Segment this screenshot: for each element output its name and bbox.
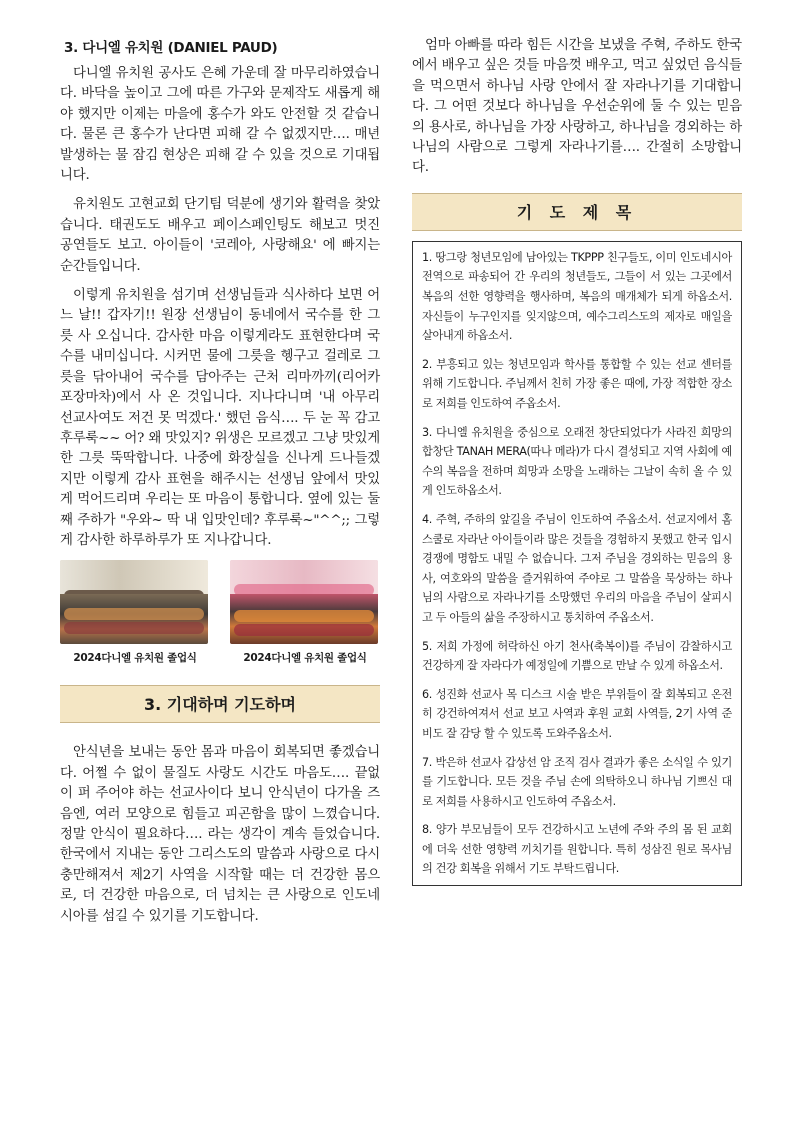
prayer-item-3: 3. 다니엘 유치원을 중심으로 오래전 창단되었다가 사라진 희망의 합창단 TANAH MERA(따나 메라)가 다시 결성되고 지역 사회에 예수의 복음을 전하며 희망과 소망을 노래하는 그날이 속히 올 수 있게 인도하옵소서.	[422, 425, 732, 498]
prayer-item-2: 2. 부흥되고 있는 청년모임과 학사를 통합할 수 있는 선교 센터를 위해 기도합니다. 주님께서 친히 가장 좋은 때에, 가장 적합한 장소로 저희를 인도하여 주옵소서.	[422, 357, 732, 410]
right-column	[412, 36, 742, 886]
graduation-photo-2-caption: 2024다니엘 유치원 졸업식	[243, 652, 367, 665]
kindergarten-paragraph-2: 유치원도 고현교회 단기팀 덕분에 생기와 활력을 찾았습니다. 태권도도 배우고 페이스페인팅도 해보고 멋진 공연들도 보고. 아이들이 '코레아, 사랑해요' 에 빠지는 순간들입니다.	[60, 197, 380, 274]
prayer-list-box	[412, 241, 742, 886]
prayer-item-6: 6. 성진화 선교사 목 디스크 시술 받은 부위들이 잘 회복되고 온전히 강건하여져서 선교 보고 사역과 후원 교회 사역들, 2기 사역 준비도 잘 감당 할 수 있도록 도와주옵소서.	[422, 687, 732, 740]
expectation-paragraph-1: 안식년을 보내는 동안 몸과 마음이 회복되면 좋겠습니다. 어쩔 수 없이 물질도 사랑도 시간도 마음도…. 끝없이 퍼 주어야 하는 선교사이다 보니 안식년이 다가올 즈음엔, 여러 모양으로 힘들고 피곤함을 많이 느꼈습니다. 정말 안식이 필요하다…. 라는 생각이 계속 들었습니다. 한국에서 지내는 동안 그리스도의 말씀과 사랑으로 다시 충만해져서 제2기 사역을 시작할 때는 더 건강한 몸으로, 더 건강한 마음으로, 더 넘치는 큰 사랑으로 인도네시아를 섬길 수 있기를 기도합니다.	[60, 745, 380, 924]
kindergarten-paragraph-1: 다니엘 유치원 공사도 은혜 가운데 잘 마무리하였습니다. 바닥을 높이고 그에 따른 가구와 문제작도 새롭게 해야 했지만 이제는 마을에 홍수가 와도 안전할 것 같습니다. 물론 큰 홍수가 난다면 피해 갈 수 없겠지만…. 매년 발생하는 물 잠김 현상은 피해 갈 수 있을 것으로 기대됩니다.	[60, 66, 380, 184]
prayer-item-8: 8. 양가 부모님들이 모두 건강하시고 노년에 주와 주의 몸 된 교회에 더욱 선한 영향력 끼치기를 원합니다. 특히 성삼진 원로 목사님의 건강 회복을 위해서 기도 부탁드립니다.	[422, 823, 732, 876]
left-column	[60, 36, 380, 936]
graduation-photo-1	[60, 560, 208, 644]
prayer-item-1: 1. 땅그랑 청년모임에 남아있는 TKPPP 친구들도, 이미 인도네시아 전역으로 파송되어 간 우리의 청년들도, 그들이 서 있는 그곳에서 복음의 선한 영향력을 행사하며, 복음의 매개체가 되게 하옵소서. 자신들이 누구인지를 잊지않으며, 예수그리스도의 제자로 매일을 살아내게 하옵소서.	[422, 250, 732, 343]
prayer-section-banner: 기 도 제 목	[412, 193, 742, 231]
graduation-photos	[60, 560, 380, 665]
prayer-item-7: 7. 박은하 선교사 갑상선 암 조직 검사 결과가 좋은 소식일 수 있기를 기도합니다. 모든 것을 주님 손에 의탁하오니 하나님 기쁘신 대로 저희를 사용하시고 인도하여 주옵소서.	[422, 755, 732, 808]
prayer-item-5: 5. 저희 가정에 허락하신 아기 천사(축복이)를 주님이 감찰하시고 건강하게 잘 자라다가 예정일에 기쁨으로 만날 수 있게 하옵소서.	[422, 639, 732, 673]
graduation-photo-1-caption: 2024다니엘 유치원 졸업식	[73, 652, 197, 665]
kindergarten-paragraph-3: 이렇게 유치원을 섬기며 선생님들과 식사하다 보면 어느 날!! 갑자기!! 원장 선생님이 동네에서 국수를 한 그릇 사 오십니다. 감사한 마음 이렇게라도 표현한다며 국수를 내미십니다. 시커먼 물에 그릇을 헹구고 걸레로 그릇을 닦아내어 국수를 담아주는 근처 리마까끼(리어카 포장마차)에서 사 온 것입니다. 지나다니며 '내 아무리 선교사여도 저건 못 먹겠다.' 했던 음식…. 두 눈 꼭 감고 후루룩~~ 어? 왜 맛있지? 위생은 모르겠고 그냥 맛있게 한 그릇 뚝딱합니다. 나중에 화장실을 신나게 드나들겠지만 이렇게 감사 표현을 해주시는 선생님 앞에서 맛있게 먹어드리며 우리는 또 마음이 통합니다. 옆에 있는 둘째 주하가 "우와~ 딱 내 입맛인데? 후루룩~"^^;; 그렇게 감사한 하루하루가 또 지나갑니다.	[60, 288, 380, 548]
prayer-item-4: 4. 주혁, 주하의 앞길을 주님이 인도하여 주옵소서. 선교지에서 홈스쿨로 자라난 아이들이라 많은 것들을 경험하지 못했고 한국 입시 경쟁에 명함도 내밀 수 없습니다. 그저 주님을 경외하는 믿음의 용사, 여호와의 말씀을 즐거워하여 주야로 그 말씀을 묵상하는 하나님의 사람으로 자라나기를 소망했던 우리의 마음을 주님이 살피시고 두 아들의 삶을 주장하시고 통치하여 주옵소서.	[422, 512, 732, 624]
graduation-photo-2	[230, 560, 378, 644]
expectation-section-banner: 3. 기대하며 기도하며	[60, 685, 380, 723]
graduation-photo-1-figure	[60, 560, 210, 665]
kindergarten-section-title: 3. 다니엘 유치원 (DANIEL PAUD)	[64, 40, 278, 56]
expectation-paragraph-2: 엄마 아빠를 따라 힘든 시간을 보냈을 주혁, 주하도 한국에서 배우고 싶은 것들 마음껏 배우고, 먹고 싶었던 음식들을 먹으면서 하나님 사랑 안에서 잘 자라나기를 기대합니다. 그 어떤 것보다 하나님을 우선순위에 둘 수 있는 믿음의 용사로, 하나님을 가장 사랑하고, 하나님을 경외하는 하나님의 사람으로 그렇게 자라나기를…. 간절히 소망합니다.	[412, 38, 742, 176]
graduation-photo-2-figure	[230, 560, 380, 665]
